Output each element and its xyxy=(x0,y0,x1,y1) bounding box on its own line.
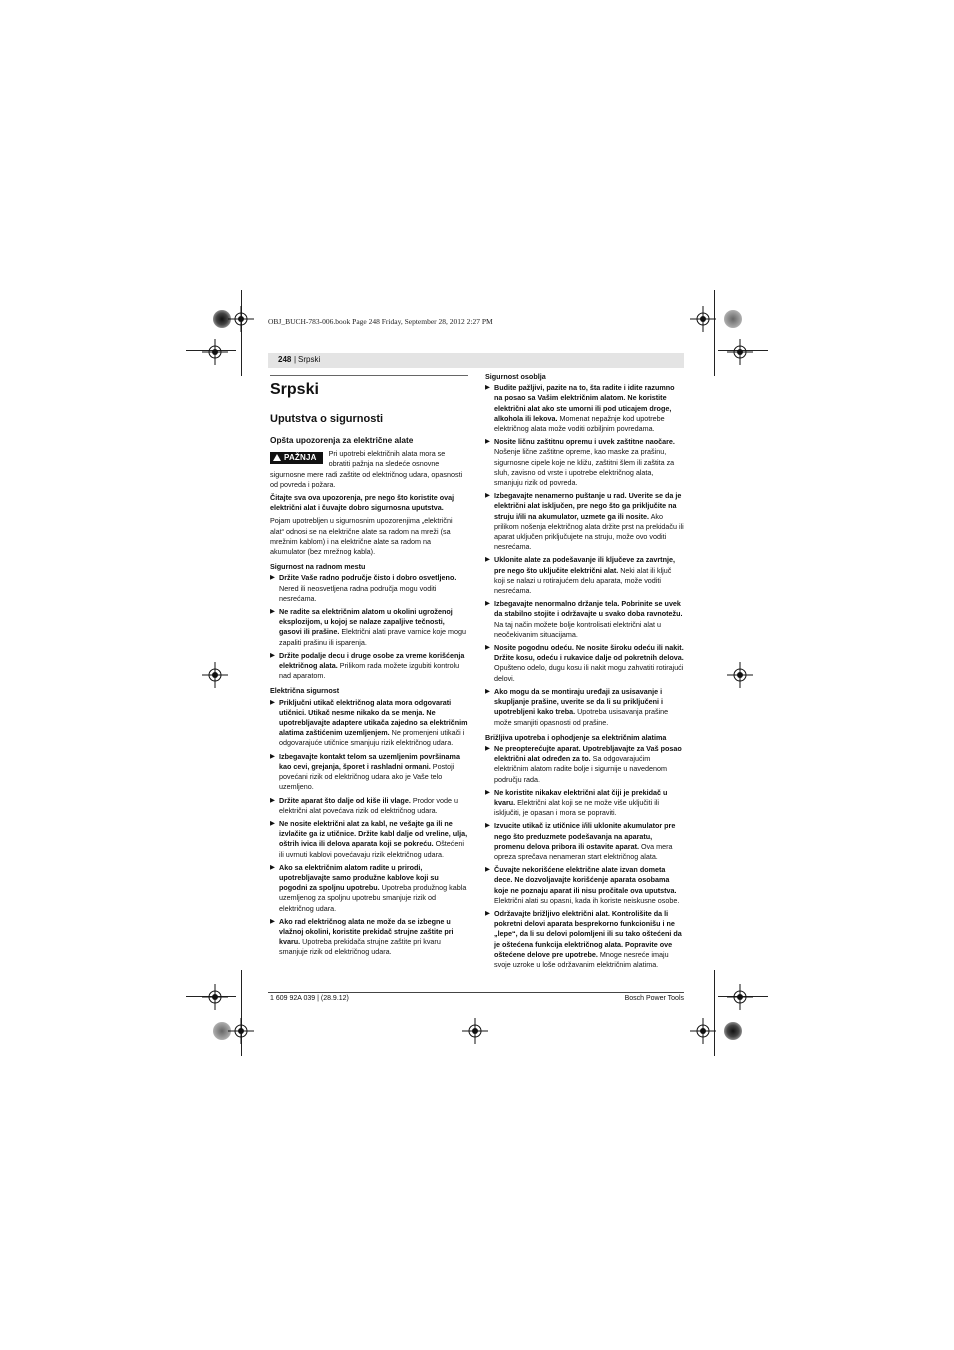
item-text: Ne promenjeni utikači i odgovarajuće utičnice smanjuju rizik električnog udara. xyxy=(279,728,465,748)
list-item xyxy=(270,698,468,749)
intro-bold: Čitajte sva ova upozorenja, pre nego što koristite ovaj električni alat i čuvajte dobro sigurnosna uputstva. xyxy=(270,493,455,513)
footer-brand: Bosch Power Tools xyxy=(624,995,684,1002)
list-item xyxy=(485,821,684,862)
bullet-arrow-icon: ▶ xyxy=(270,752,275,760)
bullet-arrow-icon: ▶ xyxy=(270,917,275,925)
registration-disc-icon xyxy=(724,1022,742,1040)
page-title: Srpski xyxy=(270,381,319,398)
bullet-arrow-icon: ▶ xyxy=(270,651,275,659)
bullet-arrow-icon: ▶ xyxy=(485,744,490,752)
list-item xyxy=(270,863,468,914)
item-bold: Držite aparat što dalje od kiše ili vlage. xyxy=(279,795,411,805)
bullet-arrow-icon: ▶ xyxy=(485,909,490,917)
crosshair-icon xyxy=(462,1018,488,1044)
group-heading: Sigurnost osoblja xyxy=(485,372,546,381)
crop-line xyxy=(714,290,715,376)
list-item xyxy=(270,651,468,682)
bullet-arrow-icon: ▶ xyxy=(270,819,275,827)
footer-doc-number: 1 609 92A 039 | (28.9.12) xyxy=(270,995,349,1002)
item-text: Upotreba prekidača strujne zaštite pri kvaru smanjuje rizik od električnog udara. xyxy=(279,937,441,957)
item-bold: Budite pažljivi, pazite na to, šta radite i idite razumno na posao sa Vašim električnim alatom. Ne koristite električni alat ako ste umorni ili pod uticajem droge, alkohola ili lekova. xyxy=(494,383,675,423)
footer-rule xyxy=(268,992,684,993)
list-item xyxy=(270,607,468,648)
list-item xyxy=(485,865,684,906)
bullet-arrow-icon: ▶ xyxy=(270,796,275,804)
item-text: Ako prilikom nošenja električnog alata držite prst na prekidaču ili aparat uključen priključujete na struju, može ovo voditi nesrećama. xyxy=(494,511,684,552)
crosshair-icon xyxy=(202,662,228,688)
item-text: Opušteno odelo, dugu kosu ili nakit mogu zahvatiti rotirajući delovi. xyxy=(494,663,684,683)
item-bold: Održavajte brižljivo električni alat. Kontrolišite da li pokretni delovi aparata besprekorno funkcionišu i ne „lepe“, da li su delovi polomljeni ili su tako oštećeni da je oštećena funkcija električnog alata. Popravite ove oštećene delove pre upotrebe. xyxy=(494,908,682,959)
item-text: Neki alat ili ključ koji se nalazi u rotirajućem delu aparata, može voditi nesrećama. xyxy=(494,565,672,596)
crosshair-icon xyxy=(690,306,716,332)
item-text: Prodor vode u električni alat povećava rizik od električnog udara. xyxy=(279,795,458,815)
bullet-arrow-icon: ▶ xyxy=(485,384,490,392)
item-bold: Držite Vaše radno područje čisto i dobro osvetljeno. xyxy=(279,573,457,583)
item-bold: Ne radite sa električnim alatom u okolini ugroženoj eksplozijom, u kojoj se nalaze zapaljive tečnosti, gasovi ili prašine. xyxy=(279,607,453,637)
warning-badge-label: PAŽNJA xyxy=(284,453,317,463)
item-bold: Priključni utikač električnog alata mora odgovarati utičnici. Utikač nesme nikako da se menja. Ne upotrebljavajte adaptere utikača zajedno sa električnim alatima zaštićenim uzemljenjem. xyxy=(279,697,468,738)
list-item xyxy=(270,573,468,604)
bullet-arrow-icon: ▶ xyxy=(485,866,490,874)
bullet-arrow-icon: ▶ xyxy=(485,438,490,446)
crosshair-icon xyxy=(202,339,228,365)
item-bold: Ne preopterećujte aparat. Upotrebljavajte za Vaš posao električni alat određen za to. xyxy=(494,743,682,764)
item-bold: Ako rad električnog alata ne može da se izbegne u vlažnoj okolini, koristite prekidač strujne zaštite pri kvaru. xyxy=(279,916,454,947)
item-text: Nered ili neosvetljena radna područja mogu voditi nesrećama. xyxy=(279,583,437,603)
item-bold: Ako mogu da se montiraju uređaji za usisavanje i skupljanje prašine, uverite se da li su priključeni i upotrebljeni kako treba. xyxy=(494,686,663,717)
crop-line xyxy=(241,290,242,376)
subsection-title: Opšta upozorenja za električne alate xyxy=(270,435,414,445)
right-groups xyxy=(485,372,684,970)
item-text: Upotreba usisavanja prašine može smanjiti opasnosti od prašine. xyxy=(494,707,669,727)
list-item xyxy=(485,555,684,596)
list-item xyxy=(270,819,468,860)
warning-text: Pri upotrebi električnih alata mora se obratiti pažnja na sledeće osnovne sigurnosne mere radi zaštite od električnog udara, opasnosti od povreda i požara. xyxy=(270,449,463,489)
list-item xyxy=(485,788,684,819)
item-text: Ova mera opreza sprečava nenameran start električnog alata. xyxy=(494,841,673,861)
bullet-arrow-icon: ▶ xyxy=(485,822,490,830)
list-item xyxy=(270,752,468,793)
item-text: Prilikom rada možete izgubiti kontrolu nad aparatom. xyxy=(279,661,460,681)
crosshair-icon xyxy=(202,984,228,1010)
bullet-arrow-icon: ▶ xyxy=(485,600,490,608)
crosshair-icon xyxy=(727,984,753,1010)
registration-disc-icon xyxy=(724,310,742,328)
bullet-arrow-icon: ▶ xyxy=(485,556,490,564)
item-text: Električni alati prave varnice koje mogu zapaliti prašinu ili isparenja. xyxy=(279,627,466,647)
bullet-arrow-icon: ▶ xyxy=(270,698,275,706)
crosshair-icon xyxy=(228,306,254,332)
left-column xyxy=(270,375,468,961)
bullet-arrow-icon: ▶ xyxy=(270,863,275,871)
header-language: Srpski xyxy=(298,355,321,364)
item-text: Na taj način možete bolje kontrolisati električni alat u neočekivanim situacijama. xyxy=(494,619,661,639)
item-bold: Nosite ličnu zaštitnu opremu i uvek zaštitne naočare. xyxy=(494,437,675,447)
warning-badge xyxy=(270,452,323,464)
list-item xyxy=(485,599,684,640)
bullet-arrow-icon: ▶ xyxy=(485,788,490,796)
item-bold: Ako sa električnim alatom radite u prirodi, upotrebljavajte samo produžne kablove koji su pogodni za spoljnu upotrebu. xyxy=(279,862,439,893)
item-text: Oštećeni ili uvrnuti kablovi povećavaju rizik električnog udara. xyxy=(279,839,464,859)
warning-triangle-icon xyxy=(273,454,281,461)
header-separator: | xyxy=(294,355,297,364)
list-item xyxy=(485,643,684,684)
item-text: Postoji povećani rizik od električnog udara ako je Vaše telo uzemljeno. xyxy=(279,761,455,792)
page-number: 248 xyxy=(278,355,292,364)
item-bold: Izbegavajte kontakt telom sa uzemljenim površinama kao cevi, grejanja, šporet i rashladni ormani. xyxy=(279,751,460,771)
item-text: Električni alati su opasni, kada ih koriste neiskusne osobe. xyxy=(494,895,680,905)
title-rule xyxy=(270,375,468,376)
print-slug: OBJ_BUCH-783-006.book Page 248 Friday, September 28, 2012 2:27 PM xyxy=(268,317,493,326)
bullet-arrow-icon: ▶ xyxy=(270,608,275,616)
list-item xyxy=(270,796,468,816)
item-text: Sa odgovarajućim električnim alatom radite bolje i sigurnije u navedenom području rada. xyxy=(494,754,667,784)
bullet-arrow-icon: ▶ xyxy=(270,574,275,582)
crosshair-icon xyxy=(228,1018,254,1044)
crosshair-icon xyxy=(727,339,753,365)
section-title: Uputstva o sigurnosti xyxy=(270,413,384,425)
crosshair-icon xyxy=(727,662,753,688)
item-bold: Ne nosite električni alat za kabl, ne vešajte ga ili ne izvlačite ga iz utičnice. Držite kabl dalje od vreline, ulja, oštrih ivica ili delova aparata koji se pokreću. xyxy=(279,818,468,849)
list-item xyxy=(485,491,684,552)
item-bold: Nosite pogodnu odeću. Ne nosite široku odeću ili nakit. Držite kosu, odeću i rukavice dalje od pokretnih delova. xyxy=(494,643,684,663)
right-column xyxy=(485,372,684,973)
item-text: Električni alat koji se ne može više uključiti ili isključiti, je opasan i mora se popraviti. xyxy=(494,797,659,818)
list-item xyxy=(485,437,684,488)
item-text: Upotreba produžnog kabla uzemljenog za spoljnu upotrebu smanjuje rizik od električnog udara. xyxy=(279,883,467,913)
item-bold: Izbegavajte nenormalno držanje tela. Pobrinite se uvek da stabilno stojite i održavajte u svako doba ravnotežu. xyxy=(494,599,683,619)
list-item xyxy=(485,687,684,728)
item-text: Mnoge nesreće imaju svoje uzroke u loše održavanim električnim alatima. xyxy=(494,949,669,969)
warning-block xyxy=(270,449,468,490)
item-text: Nošenje lične zaštitne opreme, kao maske za prašinu, sigurnosne cipele koje ne kližu, zaštitni šlem ili zaštita za sluh, zavisno od vrste i upotrebe električnog alata, smanjuju rizik od povreda. xyxy=(494,447,675,488)
bullet-arrow-icon: ▶ xyxy=(485,687,490,695)
bullet-arrow-icon: ▶ xyxy=(485,492,490,500)
item-text: Momenat nepažnje kod upotrebe električnog alata može voditi ozbiljnim povredama. xyxy=(494,413,665,434)
item-bold: Izvucite utikač iz utičnice i/ili uklonite akumulator pre nego što preduzmete podešavanja na aparatu, promenu delova pribora ili ostavite aparat. xyxy=(494,821,676,851)
list-item xyxy=(270,917,468,958)
item-bold: Držite podalje decu i druge osobe za vreme korišćenja električnog alata. xyxy=(279,650,465,671)
running-header xyxy=(268,353,684,368)
item-bold: Uklonite alate za podešavanje ili ključeve za zavrtnje, pre nego što uključite električni alat. xyxy=(494,555,675,575)
bullet-arrow-icon: ▶ xyxy=(485,644,490,652)
item-bold: Izbegavajte nenamerno puštanje u rad. Uverite se da je električni alat isključen, pre nego što ga priključite na struju i/ili na akumulator, uzmete ga ili nosite. xyxy=(494,491,682,521)
list-item xyxy=(485,383,684,434)
list-item xyxy=(485,744,684,785)
group-heading: Električna sigurnost xyxy=(270,686,340,696)
group-heading: Brižljiva upotreba i ophodjenje sa električnim alatima xyxy=(485,732,667,742)
intro-text: Pojam upotrebljen u sigurnosnim upozorenjima „električni alat“ odnosi se na električne alate sa radom na mreži (sa mrežnim kablom) i na električne alate sa radom na akumulator (bez mrežnog kabla). xyxy=(270,516,453,557)
crosshair-icon xyxy=(690,1018,716,1044)
left-groups xyxy=(270,562,468,957)
list-item xyxy=(485,909,684,970)
item-bold: Ne koristite nikakav električni alat čiji je prekidač u kvaru. xyxy=(494,787,668,807)
item-bold: Čuvajte nekorišćene električne alate izvan dometa dece. Ne dozvoljavajte korišćenje aparata osobama koje ne poznaju aparat ili nisu pročitale ova uputstva. xyxy=(494,865,677,895)
group-heading: Sigurnost na radnom mestu xyxy=(270,562,366,572)
